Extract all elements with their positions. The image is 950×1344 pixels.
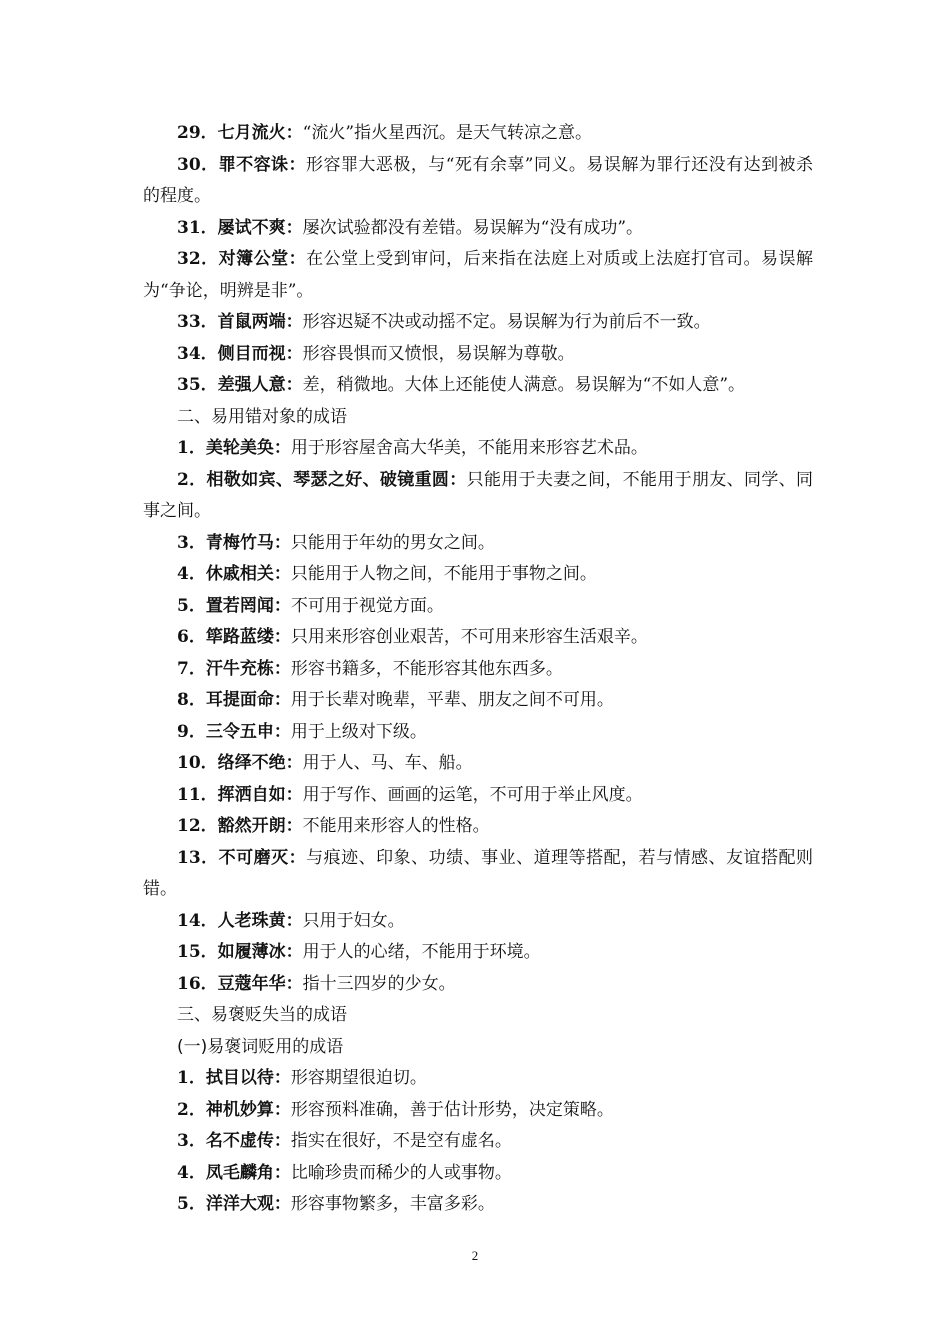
idiom-entry: 2．神机妙算：形容预料准确，善于估计形势，决定策略。 (177, 1099, 614, 1120)
entry-number: 3 (177, 532, 189, 553)
section-heading: (一)易褒词贬用的成语 (177, 1036, 344, 1057)
entry-number: 4 (177, 1162, 189, 1183)
idiom-description: 用于长辈对晚辈，平辈、朋友之间不可用。 (290, 690, 614, 710)
idiom-description: 用于人的心绪，不能用于环境。 (302, 942, 541, 962)
entry-number: 7 (177, 658, 189, 679)
idiom-description: 形容迟疑不决或动摇不定。易误解为行为前后不一致。 (302, 312, 711, 332)
idiom-description: 只能用于年幼的男女之间。 (290, 532, 495, 553)
idiom-term: 洋洋大观 (205, 1194, 274, 1214)
entry-number: 13 (177, 847, 201, 868)
idiom-term: 豁然开朗 (217, 816, 286, 836)
idiom-entry: 29．七月流火：“流火”指火星西沉。是天气转凉之意。 (177, 123, 593, 143)
idiom-term: 耳提面命 (205, 690, 274, 710)
idiom-description: 比喻珍贵而稀少的人或事物。 (290, 1162, 512, 1183)
idiom-term: 七月流火 (217, 123, 286, 143)
idiom-term: 三令五申 (205, 721, 274, 742)
idiom-term: 络绎不绝 (217, 753, 286, 773)
idiom-term: 罪不容诛 (218, 154, 289, 175)
entry-number: 8 (177, 690, 189, 710)
entry-number: 34 (177, 343, 201, 364)
entry-number: 5 (177, 1194, 189, 1214)
idiom-entry: 3．名不虚传：指实在很好，不是空有虚名。 (177, 1131, 512, 1151)
idiom-description: 用于写作、画画的运笔，不可用于举止风度。 (302, 784, 643, 805)
entry-number: 16 (177, 973, 201, 994)
idiom-description: 用于形容屋舍高大华美，不能用来形容艺术品。 (290, 438, 648, 458)
idiom-entry: 1．拭目以待：形容期望很迫切。 (177, 1068, 427, 1088)
idiom-entry: 7．汗牛充栋：形容书籍多，不能形容其他东西多。 (177, 658, 563, 679)
idiom-term: 休戚相关 (205, 564, 274, 584)
idiom-entry: 16．豆蔻年华：指十三四岁的少女。 (177, 973, 456, 994)
idiom-entry: 32．对簿公堂：在公堂上受到审问，后来指在法庭上对质或上法庭打官司。易误解为“争论，明辨是非”。 (143, 249, 814, 301)
idiom-description: 只用于妇女。 (302, 910, 405, 931)
idiom-description: 屡次试验都没有差错。易误解为“没有成功”。 (302, 217, 644, 238)
idiom-description: 指十三四岁的少女。 (302, 973, 456, 994)
idiom-entry: 4．凤毛麟角：比喻珍贵而稀少的人或事物。 (177, 1162, 512, 1183)
idiom-description: 指实在很好，不是空有虚名。 (290, 1131, 512, 1151)
idiom-entry: 30．罪不容诛：形容罪大恶极，与“死有余辜”同义。易误解为罪行还没有达到被杀的程度。 (143, 154, 814, 206)
idiom-term: 汗牛充栋 (205, 658, 274, 679)
entry-number: 30 (177, 154, 201, 175)
idiom-term: 置若罔闻 (205, 595, 274, 616)
page-number: 2 (471, 1248, 479, 1263)
idiom-description: 用于上级对下级。 (290, 721, 427, 742)
idiom-term: 美轮美奂 (205, 438, 274, 458)
idiom-description: 形容罪大恶极，与“死有余辜”同义。易误解为罪行还没有达到被杀的程度。 (143, 154, 814, 206)
entry-number: 1 (177, 1068, 189, 1088)
entry-number: 6 (177, 627, 189, 647)
idiom-description: 只能用于人物之间，不能用于事物之间。 (290, 564, 597, 584)
idiom-description: 只用来形容创业艰苦，不可用来形容生活艰辛。 (290, 627, 648, 647)
idiom-term: 不可磨灭 (218, 847, 289, 868)
idiom-description: 形容期望很迫切。 (290, 1068, 427, 1088)
idiom-entry: 1．美轮美奂：用于形容屋舍高大华美，不能用来形容艺术品。 (177, 438, 648, 458)
entry-number: 12 (177, 816, 201, 836)
idiom-term: 如履薄冰 (217, 942, 286, 962)
idiom-description: 形容事物繁多，丰富多彩。 (290, 1194, 495, 1214)
entry-number: 5 (177, 595, 189, 616)
idiom-entry: 5．置若罔闻：不可用于视觉方面。 (177, 595, 444, 616)
idiom-term: 豆蔻年华 (217, 973, 286, 994)
idiom-term: 人老珠黄 (217, 910, 286, 931)
idiom-term: 相敬如宾、琴瑟之好、破镜重圆 (206, 469, 450, 490)
section-heading: 二、易用错对象的成语 (177, 406, 347, 427)
idiom-term: 青梅竹马 (205, 532, 274, 553)
idiom-description: 不可用于视觉方面。 (290, 595, 444, 616)
idiom-description: 不能用来形容人的性格。 (302, 816, 490, 836)
entry-number: 35 (177, 375, 201, 395)
idiom-term: 屡试不爽 (217, 217, 286, 238)
idiom-entry: 6．筚路蓝缕：只用来形容创业艰苦，不可用来形容生活艰辛。 (177, 627, 648, 647)
document-body (143, 118, 813, 1221)
entry-number: 4 (177, 564, 189, 584)
idiom-description: 形容书籍多，不能形容其他东西多。 (290, 658, 563, 679)
entry-number: 2 (177, 1099, 189, 1120)
entry-number: 31 (177, 217, 201, 238)
idiom-entry: 2．相敬如宾、琴瑟之好、破镜重圆：只能用于夫妻之间，不能用于朋友、同学、同事之间。 (143, 469, 814, 521)
idiom-entry: 5．洋洋大观：形容事物繁多，丰富多彩。 (177, 1194, 495, 1214)
idiom-entry: 15．如履薄冰：用于人的心绪，不能用于环境。 (177, 942, 541, 962)
idiom-term: 神机妙算 (205, 1099, 274, 1120)
entry-number: 3 (177, 1131, 189, 1151)
entry-number: 10 (177, 753, 201, 773)
idiom-entry: 33．首鼠两端：形容迟疑不决或动摇不定。易误解为行为前后不一致。 (177, 312, 711, 332)
idiom-term: 拭目以待 (205, 1068, 274, 1088)
idiom-entry: 4．休戚相关：只能用于人物之间，不能用于事物之间。 (177, 564, 597, 584)
idiom-term: 差强人意 (217, 375, 286, 395)
entry-number: 14 (177, 910, 201, 931)
idiom-term: 名不虚传 (205, 1131, 274, 1151)
idiom-entry: 3．青梅竹马：只能用于年幼的男女之间。 (177, 532, 495, 553)
idiom-term: 挥洒自如 (217, 784, 286, 805)
entry-number: 33 (177, 312, 201, 332)
entry-number: 15 (177, 942, 201, 962)
idiom-term: 凤毛麟角 (205, 1162, 274, 1183)
idiom-entry: 11．挥洒自如：用于写作、画画的运笔，不可用于举止风度。 (177, 784, 643, 805)
idiom-entry: 12．豁然开朗：不能用来形容人的性格。 (177, 816, 490, 836)
entry-number: 1 (177, 438, 189, 458)
entry-number: 9 (177, 721, 189, 742)
idiom-term: 对簿公堂 (218, 249, 289, 269)
idiom-entry: 9．三令五申：用于上级对下级。 (177, 721, 427, 742)
idiom-entry: 34．侧目而视：形容畏惧而又愤恨，易误解为尊敬。 (177, 343, 575, 364)
entry-number: 29 (177, 123, 201, 143)
entry-number: 32 (177, 249, 201, 269)
idiom-term: 侧目而视 (217, 343, 286, 364)
entry-number: 11 (177, 784, 201, 805)
idiom-description: 用于人、马、车、船。 (302, 753, 473, 773)
idiom-description: 形容畏惧而又愤恨，易误解为尊敬。 (302, 343, 575, 364)
idiom-entry: 13．不可磨灭：与痕迹、印象、功绩、事业、道理等搭配，若与情感、友谊搭配则错。 (143, 847, 814, 899)
idiom-description: “流火”指火星西沉。是天气转凉之意。 (302, 123, 593, 143)
idiom-description: 只能用于夫妻之间，不能用于朋友、同学、同事之间。 (143, 469, 814, 521)
idiom-description: 形容预料准确，善于估计形势，决定策略。 (290, 1099, 614, 1120)
idiom-entry: 8．耳提面命：用于长辈对晚辈，平辈、朋友之间不可用。 (177, 690, 614, 710)
idiom-entry: 31．屡试不爽：屡次试验都没有差错。易误解为“没有成功”。 (177, 217, 644, 238)
section-heading: 三、易褒贬失当的成语 (177, 1005, 347, 1025)
idiom-term: 首鼠两端 (217, 312, 286, 332)
idiom-entry: 10．络绎不绝：用于人、马、车、船。 (177, 753, 473, 773)
idiom-term: 筚路蓝缕 (205, 627, 274, 647)
idiom-entry: 35．差强人意：差，稍微地。大体上还能使人满意。易误解为“不如人意”。 (177, 375, 746, 395)
idiom-description: 在公堂上受到审问，后来指在法庭上对质或上法庭打官司。易误解为“争论，明辨是非”。 (143, 249, 814, 301)
entry-number: 2 (177, 469, 189, 490)
idiom-description: 差，稍微地。大体上还能使人满意。易误解为“不如人意”。 (302, 375, 746, 395)
idiom-description: 与痕迹、印象、功绩、事业、道理等搭配，若与情感、友谊搭配则错。 (143, 847, 814, 899)
idiom-entry: 14．人老珠黄：只用于妇女。 (177, 910, 405, 931)
